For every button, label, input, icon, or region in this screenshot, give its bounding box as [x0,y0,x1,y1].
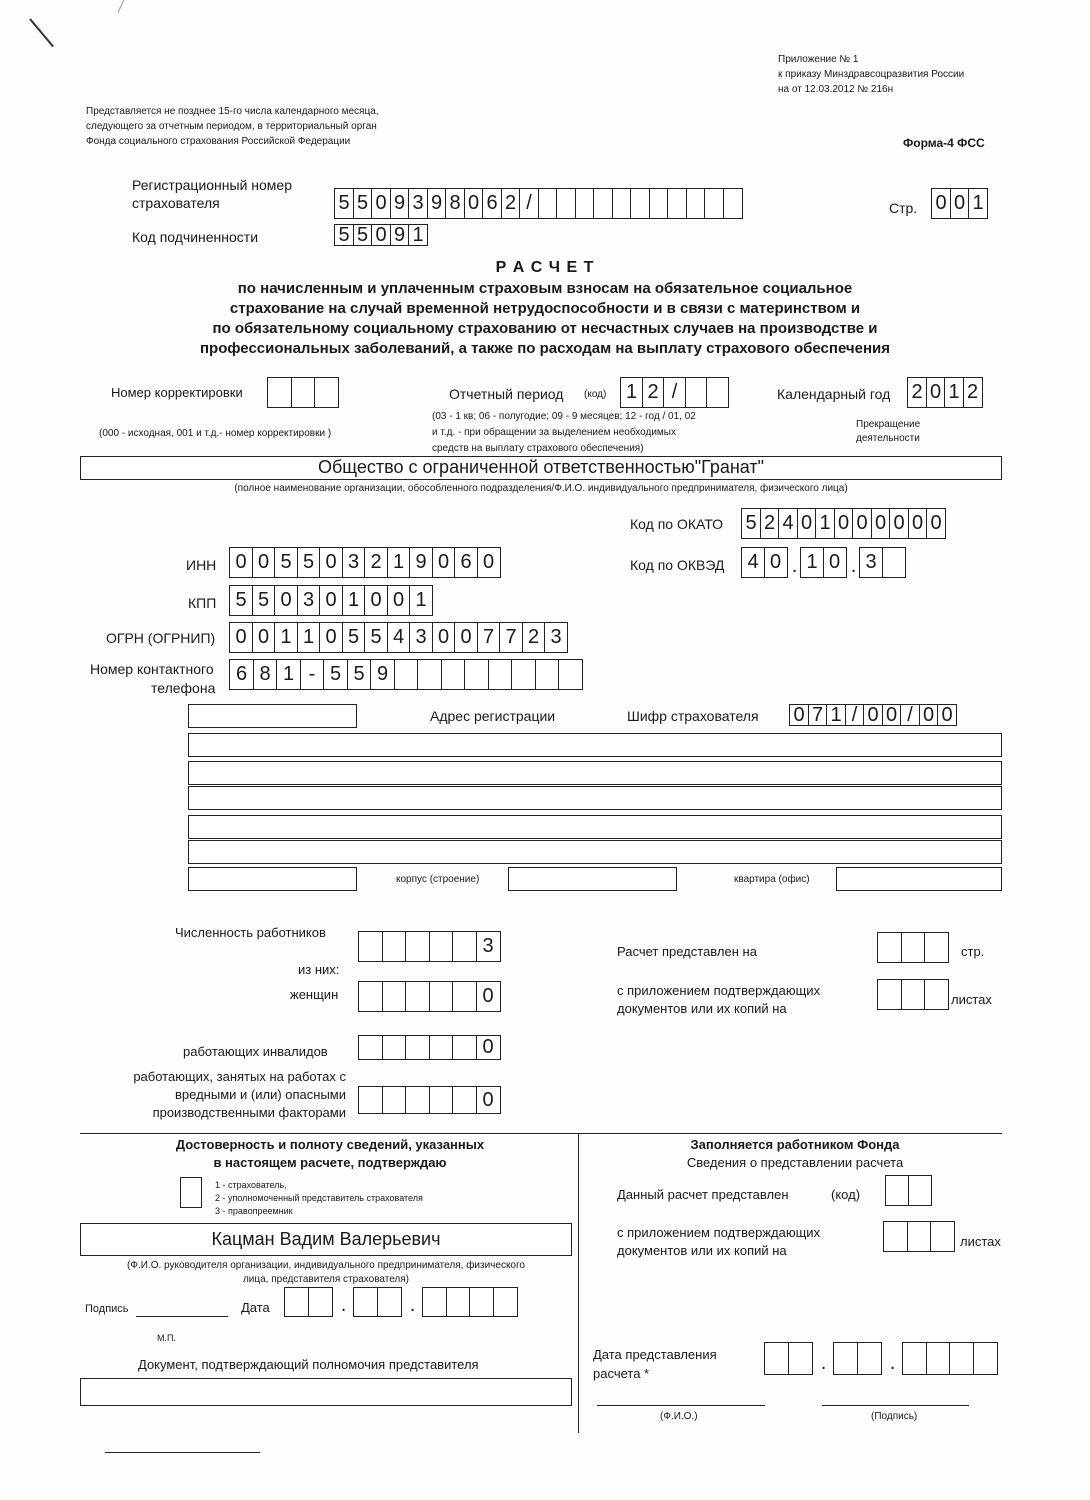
digit-cell[interactable] [180,1177,202,1208]
digit-cell[interactable]: 1 [620,377,643,408]
digit-cell[interactable]: 2 [501,188,521,219]
digit-cell[interactable] [358,1086,383,1114]
corr-label: Номер корректировки [111,385,243,400]
digit-cell[interactable]: 2 [907,377,927,408]
digit-cell[interactable] [291,377,316,408]
digit-cell[interactable]: 0 [908,508,928,539]
address-line-field[interactable] [188,815,1002,839]
digit-cell[interactable] [488,659,513,690]
confirm-role-cell[interactable] [180,1177,202,1208]
column-divider [578,1133,579,1433]
digit-cell[interactable] [469,1287,494,1317]
fund-date-label-2: расчета * [593,1366,650,1381]
digit-cell[interactable] [558,659,583,690]
digit-cell[interactable]: 0 [477,547,501,578]
deadline-line-2: следующего за отчетным периодом, в территориальный орган [86,121,377,132]
digit-cell[interactable]: 0 [319,547,343,578]
phone-label-2: телефона [151,680,216,696]
digit-cell[interactable]: 0 [764,547,788,578]
digit-cell[interactable]: 0 [476,981,501,1012]
cipher-cells[interactable] [789,704,957,726]
digit-cell[interactable] [877,979,902,1010]
digit-cell[interactable]: 2 [642,377,665,408]
digit-cell[interactable]: / [519,188,539,219]
digit-cell[interactable]: 0 [274,585,298,616]
okved-cells[interactable] [741,547,906,578]
digit-cell[interactable]: 9 [409,547,433,578]
digit-cell[interactable]: 0 [863,704,883,726]
digit-cell[interactable] [382,931,407,962]
digit-cell[interactable]: 0 [371,224,391,246]
women-label: женщин [290,987,339,1002]
fund-date-label-1: Дата представления [593,1347,717,1362]
fund-title-1: Заполняется работником Фонда [690,1137,900,1152]
appendix: Приложение № 1 [778,54,859,65]
digit-cell[interactable]: 7 [477,622,501,653]
corr-cells[interactable] [267,377,339,408]
stop-label-1: Прекращение [856,419,921,430]
digit-cell[interactable]: 5 [334,224,354,246]
digit-cell[interactable]: 6 [229,659,254,690]
digit-cell[interactable]: 4 [741,547,765,578]
digit-cell[interactable]: 0 [797,508,817,539]
digit-cell[interactable]: 1 [408,224,428,246]
address-line-field[interactable] [188,733,1002,757]
digit-cell[interactable]: 9 [427,188,447,219]
cipher-label: Шифр страхователя [627,708,759,724]
digit-cell[interactable]: 8 [253,659,278,690]
digit-cell[interactable] [353,1287,378,1317]
digit-cell[interactable] [902,1342,927,1375]
digit-cell[interactable] [429,1086,454,1114]
digit-cell[interactable]: 0 [432,547,456,578]
building-field[interactable] [508,867,677,891]
deadline-line-1: Представляется не позднее 15-го числа календарного месяца, [86,106,379,117]
phone-label-1: Номер контактного [90,661,214,677]
digit-cell[interactable]: 9 [390,188,410,219]
reg-address-label: Адрес регистрации [430,708,556,724]
digit-cell[interactable] [833,1342,858,1375]
person-name: Кацман Вадим Валерьевич [211,1229,441,1249]
fio-label: (Ф.И.О.) [660,1411,698,1422]
digit-cell[interactable]: 6 [454,547,478,578]
harmful-label-1: работающих, занятых на работах с [133,1069,346,1084]
okato-cells[interactable] [741,508,946,539]
inn-cells[interactable] [229,547,501,578]
digit-cell[interactable] [417,659,442,690]
digit-cell[interactable]: 0 [454,622,478,653]
digit-cell[interactable] [667,188,687,219]
digit-cell[interactable]: / [900,704,920,726]
digit-cell[interactable] [358,931,383,962]
digit-cell[interactable] [556,188,576,219]
person-note-2: лица, представителя страхователя) [242,1274,410,1285]
digit-cell[interactable]: 0 [364,585,388,616]
reg-label-2: страхователя [132,195,220,211]
digit-cell[interactable] [649,188,669,219]
kpp-cells[interactable] [229,585,433,616]
fund-attach-unit: листах [960,1234,1001,1249]
digit-cell[interactable] [704,188,724,219]
digit-cell[interactable] [284,1287,309,1317]
digit-cell[interactable] [382,981,407,1012]
harmful-cells[interactable] [358,1086,501,1114]
okato-label: Код по ОКАТО [630,516,724,532]
digit-cell[interactable]: 5 [274,547,298,578]
stamp-label: М.П. [157,1333,176,1343]
digit-cell[interactable] [924,979,949,1010]
building-label: корпус (строение) [396,874,480,885]
reg-label-1: Регистрационный номер [132,177,292,193]
digit-cell[interactable] [612,188,632,219]
title-line-4: профессиональных заболеваний, а также по расходам на выплату страхового обеспечения [199,340,891,357]
org-name-note: (полное наименование организации, обособленного подразделения/Ф.И.О. индивидуального предпринимателя, физического лица) [234,483,848,494]
digit-cell[interactable]: 0 [926,377,946,408]
digit-cell[interactable]: 0 [852,508,872,539]
digit-cell[interactable] [723,188,743,219]
role-options [215,1179,423,1218]
digit-cell[interactable]: 5 [741,508,761,539]
digit-cell[interactable]: 5 [353,224,373,246]
doc-field[interactable] [80,1378,572,1406]
digit-cell[interactable]: 1 [342,585,366,616]
confirm-title-2: в настоящем расчете, подтверждаю [213,1155,447,1170]
digit-cell[interactable]: 9 [370,659,395,690]
digit-cell[interactable] [314,377,339,408]
digit-cell[interactable]: 5 [229,585,253,616]
digit-cell[interactable] [267,377,292,408]
house-field[interactable] [188,867,357,891]
digit-cell[interactable]: 1 [800,547,824,578]
digit-cell[interactable] [493,1287,518,1317]
fund-attach-1: с приложением подтверждающих [617,1225,821,1240]
women-cells[interactable] [358,981,501,1012]
digit-cell[interactable]: 0 [889,508,909,539]
digit-cell[interactable]: 4 [778,508,798,539]
flat-field[interactable] [836,867,1002,891]
digit-cell[interactable]: 1 [944,377,964,408]
date-separator: . [409,1294,416,1316]
phone-cells[interactable] [229,659,583,690]
digit-cell[interactable] [685,377,708,408]
digit-cell[interactable] [973,1342,998,1375]
org-name-field[interactable] [80,456,1002,480]
digit-cell[interactable] [908,1175,932,1206]
flat-label: квартира (офис) [734,874,810,885]
period-note-1: (03 - 1 кв; 06 - полугодие; 09 - 9 месяцев; 12 - год / 01, 02 [432,411,696,422]
attach-cells[interactable] [877,979,949,1010]
digit-cell[interactable]: 5 [347,659,372,690]
digit-cell[interactable] [885,1175,909,1206]
employees-cells[interactable] [358,931,501,962]
digit-cell[interactable] [452,1086,477,1114]
date-separator: . [340,1294,347,1316]
sign-line[interactable] [136,1316,228,1317]
year-cells[interactable] [907,377,983,408]
title-line-1: по начисленным и уплаченным страховым взносам на обязательное социальное [237,280,853,297]
pages-unit: стр. [961,944,985,959]
date-label: Дата [241,1300,270,1315]
digit-cell[interactable]: 5 [342,622,366,653]
digit-cell[interactable]: 0 [229,547,253,578]
digit-cell[interactable]: 2 [364,547,388,578]
digit-cell[interactable]: 1 [826,704,846,726]
digit-cell[interactable]: 0 [229,622,253,653]
digit-cell[interactable] [901,979,926,1010]
digit-cell[interactable] [452,1035,477,1060]
digit-cell[interactable]: 5 [334,188,354,219]
digit-cell[interactable]: 3 [544,622,568,653]
fund-attach-cells[interactable] [883,1221,955,1252]
digit-cell[interactable] [630,188,650,219]
digit-cell[interactable]: 0 [871,508,891,539]
address-line-field[interactable] [188,840,1002,864]
digit-cell[interactable] [358,1035,383,1060]
period-note-3: средств на выплату страхового обеспечения) [432,443,644,454]
person-note-1: (Ф.И.О. руководителя организации, индивидуального предпринимателя, физического [127,1260,525,1271]
digit-cell[interactable]: 3 [409,622,433,653]
digit-cell[interactable] [686,188,706,219]
title-line-3: по обязательному социальному страхованию от несчастных случаев на производстве и [212,320,878,337]
date-separator: . [820,1352,827,1374]
digit-cell[interactable]: 1 [297,622,321,653]
digit-cell[interactable]: 5 [297,547,321,578]
digit-cell[interactable]: 2 [522,622,546,653]
digit-cell[interactable]: 3 [859,547,883,578]
digit-cell[interactable]: 1 [276,659,301,690]
digit-cell[interactable] [901,932,926,963]
attach-label-1: с приложением подтверждающих [617,983,821,998]
pages-label: Расчет представлен на [617,944,757,959]
stop-label-2: деятельности [856,433,920,444]
digit-cell[interactable]: 3 [476,931,501,962]
inn-label: ИНН [186,557,217,573]
year-label: Календарный год [777,386,891,402]
org-name: Общество с ограниченной ответственностью"Гранат" [317,457,765,477]
digit-cell[interactable]: 0 [919,704,939,726]
doc-label: Документ, подтверждающий полномочия представителя [138,1357,479,1372]
digit-cell[interactable]: 0 [476,1086,501,1114]
digit-cell[interactable] [382,1086,407,1114]
footnote-line [105,1452,260,1453]
digit-cell[interactable] [452,931,477,962]
digit-cell[interactable]: 0 [926,508,946,539]
submitted-code: (код) [831,1187,861,1202]
okved-separator: . [791,555,798,577]
digit-cell[interactable] [405,1086,430,1114]
address-line-field[interactable] [188,761,1002,785]
digit-cell[interactable]: 1 [409,585,433,616]
digit-cell[interactable] [907,1221,932,1252]
postcode-field[interactable] [188,704,357,728]
digit-cell[interactable] [926,1342,951,1375]
digit-cell[interactable] [464,659,489,690]
okved-separator: . [850,555,857,577]
date-separator: . [889,1352,896,1374]
digit-cell[interactable] [535,659,560,690]
fund-sign-label: (Подпись) [871,1411,918,1422]
digit-cell[interactable]: 6 [482,188,502,219]
digit-cell[interactable] [429,981,454,1012]
digit-cell[interactable]: 0 [823,547,847,578]
disabled-cells[interactable] [358,1035,501,1060]
digit-cell[interactable]: 2 [760,508,780,539]
employees-label: Численность работников [175,925,326,940]
scan-mark [118,0,136,13]
digit-cell[interactable] [429,931,454,962]
digit-cell[interactable] [949,1342,974,1375]
person-name-field[interactable] [80,1223,572,1256]
digit-cell[interactable]: 0 [950,188,970,219]
role-option-2: 2 - уполномоченный представитель страхователя [215,1193,423,1203]
digit-cell[interactable]: 5 [364,622,388,653]
digit-cell[interactable] [308,1287,333,1317]
digit-cell[interactable]: 1 [274,622,298,653]
page-label: Стр. [889,200,918,216]
digit-cell[interactable]: - [300,659,325,690]
digit-cell[interactable]: / [845,704,865,726]
order-line: к приказу Минздравсоцразвития России [778,69,965,80]
digit-cell[interactable] [382,1035,407,1060]
digit-cell[interactable]: 0 [252,622,276,653]
digit-cell[interactable]: 0 [464,188,484,219]
digit-cell[interactable] [706,377,729,408]
digit-cell[interactable] [764,1342,789,1375]
confirm-title-1: Достоверность и полноту сведений, указанных [175,1137,485,1152]
digit-cell[interactable]: 0 [319,585,343,616]
period-code: (код) [584,389,607,400]
deadline-line-3: Фонда социального страхования Российской Федерации [86,136,351,147]
digit-cell[interactable]: 0 [387,585,411,616]
digit-cell[interactable]: 0 [882,704,902,726]
title-line-2: страхование на случай временной нетрудоспособности и в связи с материнством и [229,300,861,317]
submitted-label: Данный расчет представлен [617,1187,789,1202]
digit-cell[interactable]: 0 [371,188,391,219]
sub-code-label: Код подчиненности [132,229,259,245]
ogrn-label: ОГРН (ОГРНИП) [106,630,216,646]
kpp-label: КПП [188,595,217,611]
digit-cell[interactable]: 0 [432,622,456,653]
pages-cells[interactable] [877,932,949,963]
digit-cell[interactable]: 3 [342,547,366,578]
digit-cell[interactable]: 3 [297,585,321,616]
digit-cell[interactable] [446,1287,471,1317]
digit-cell[interactable] [882,547,906,578]
sign-label: Подпись [85,1303,129,1315]
title-main: Р А С Ч Е Т [495,259,595,276]
confirm-date-cells[interactable] [284,1287,518,1317]
okved-label: Код по ОКВЭД [630,557,725,573]
harmful-label-2: вредными и (или) опасными [175,1087,346,1102]
attach-unit: листах [951,992,992,1007]
digit-cell[interactable] [394,659,419,690]
digit-cell[interactable] [405,931,430,962]
digit-cell[interactable]: 5 [252,585,276,616]
digit-cell[interactable]: 7 [499,622,523,653]
digit-cell[interactable]: 0 [789,704,809,726]
digit-cell[interactable] [924,932,949,963]
of-them-label: из них: [298,962,340,977]
role-option-3: 3 - правопреемник [215,1206,293,1216]
digit-cell[interactable] [857,1342,882,1375]
digit-cell[interactable]: 8 [445,188,465,219]
digit-cell[interactable] [538,188,558,219]
digit-cell[interactable]: 2 [963,377,983,408]
digit-cell[interactable]: 7 [808,704,828,726]
scan-mark [29,18,54,47]
period-label: Отчетный период [449,386,564,402]
digit-cell[interactable] [405,981,430,1012]
digit-cell[interactable]: / [663,377,686,408]
corr-note: (000 - исходная, 001 и т.д.- номер корректировки ) [99,428,332,439]
address-line-field[interactable] [188,786,1002,810]
section-divider [80,1133,1002,1134]
digit-cell[interactable] [358,981,383,1012]
period-note-2: и т.д. - при обращении за выделением необходимых [432,427,676,438]
digit-cell[interactable] [452,981,477,1012]
ogrn-cells[interactable] [229,622,568,653]
digit-cell[interactable] [593,188,613,219]
digit-cell[interactable] [575,188,595,219]
digit-cell[interactable]: 1 [815,508,835,539]
harmful-label-3: производственными факторами [152,1105,346,1120]
disabled-label: работающих инвалидов [183,1044,328,1059]
fund-sign-line[interactable] [822,1405,969,1406]
digit-cell[interactable] [405,1035,430,1060]
order-date: на от 12.03.2012 № 216н [778,84,894,95]
digit-cell[interactable]: 3 [408,188,428,219]
digit-cell[interactable]: 9 [390,224,410,246]
digit-cell[interactable] [788,1342,813,1375]
digit-cell[interactable]: 1 [968,188,988,219]
digit-cell[interactable]: 0 [252,547,276,578]
digit-cell[interactable] [429,1035,454,1060]
digit-cell[interactable]: 0 [937,704,957,726]
digit-cell[interactable]: 0 [319,622,343,653]
digit-cell[interactable]: 0 [931,188,951,219]
fund-title-2: Сведения о представлении расчета [686,1155,904,1170]
fund-date-cells[interactable] [764,1342,998,1375]
digit-cell[interactable] [883,1221,908,1252]
digit-cell[interactable]: 1 [387,547,411,578]
fund-attach-2: документов или их копий на [617,1243,787,1258]
digit-cell[interactable]: 0 [476,1035,501,1060]
digit-cell[interactable] [877,932,902,963]
attach-label-2: документов или их копий на [617,1001,787,1016]
role-option-1: 1 - страхователь, [215,1180,287,1190]
page-number-cells[interactable] [931,188,988,219]
submitted-cells[interactable] [885,1175,932,1206]
digit-cell[interactable] [422,1287,447,1317]
digit-cell[interactable] [511,659,536,690]
digit-cell[interactable]: 5 [323,659,348,690]
digit-cell[interactable] [441,659,466,690]
digit-cell[interactable]: 5 [353,188,373,219]
form-name: Форма-4 ФСС [903,136,985,150]
fio-line[interactable] [597,1405,765,1406]
reg-number-cells[interactable] [334,188,743,219]
digit-cell[interactable] [377,1287,402,1317]
period-cells[interactable] [620,377,729,408]
digit-cell[interactable] [930,1221,955,1252]
digit-cell[interactable]: 0 [834,508,854,539]
sub-code-cells[interactable] [334,224,428,246]
digit-cell[interactable]: 4 [387,622,411,653]
